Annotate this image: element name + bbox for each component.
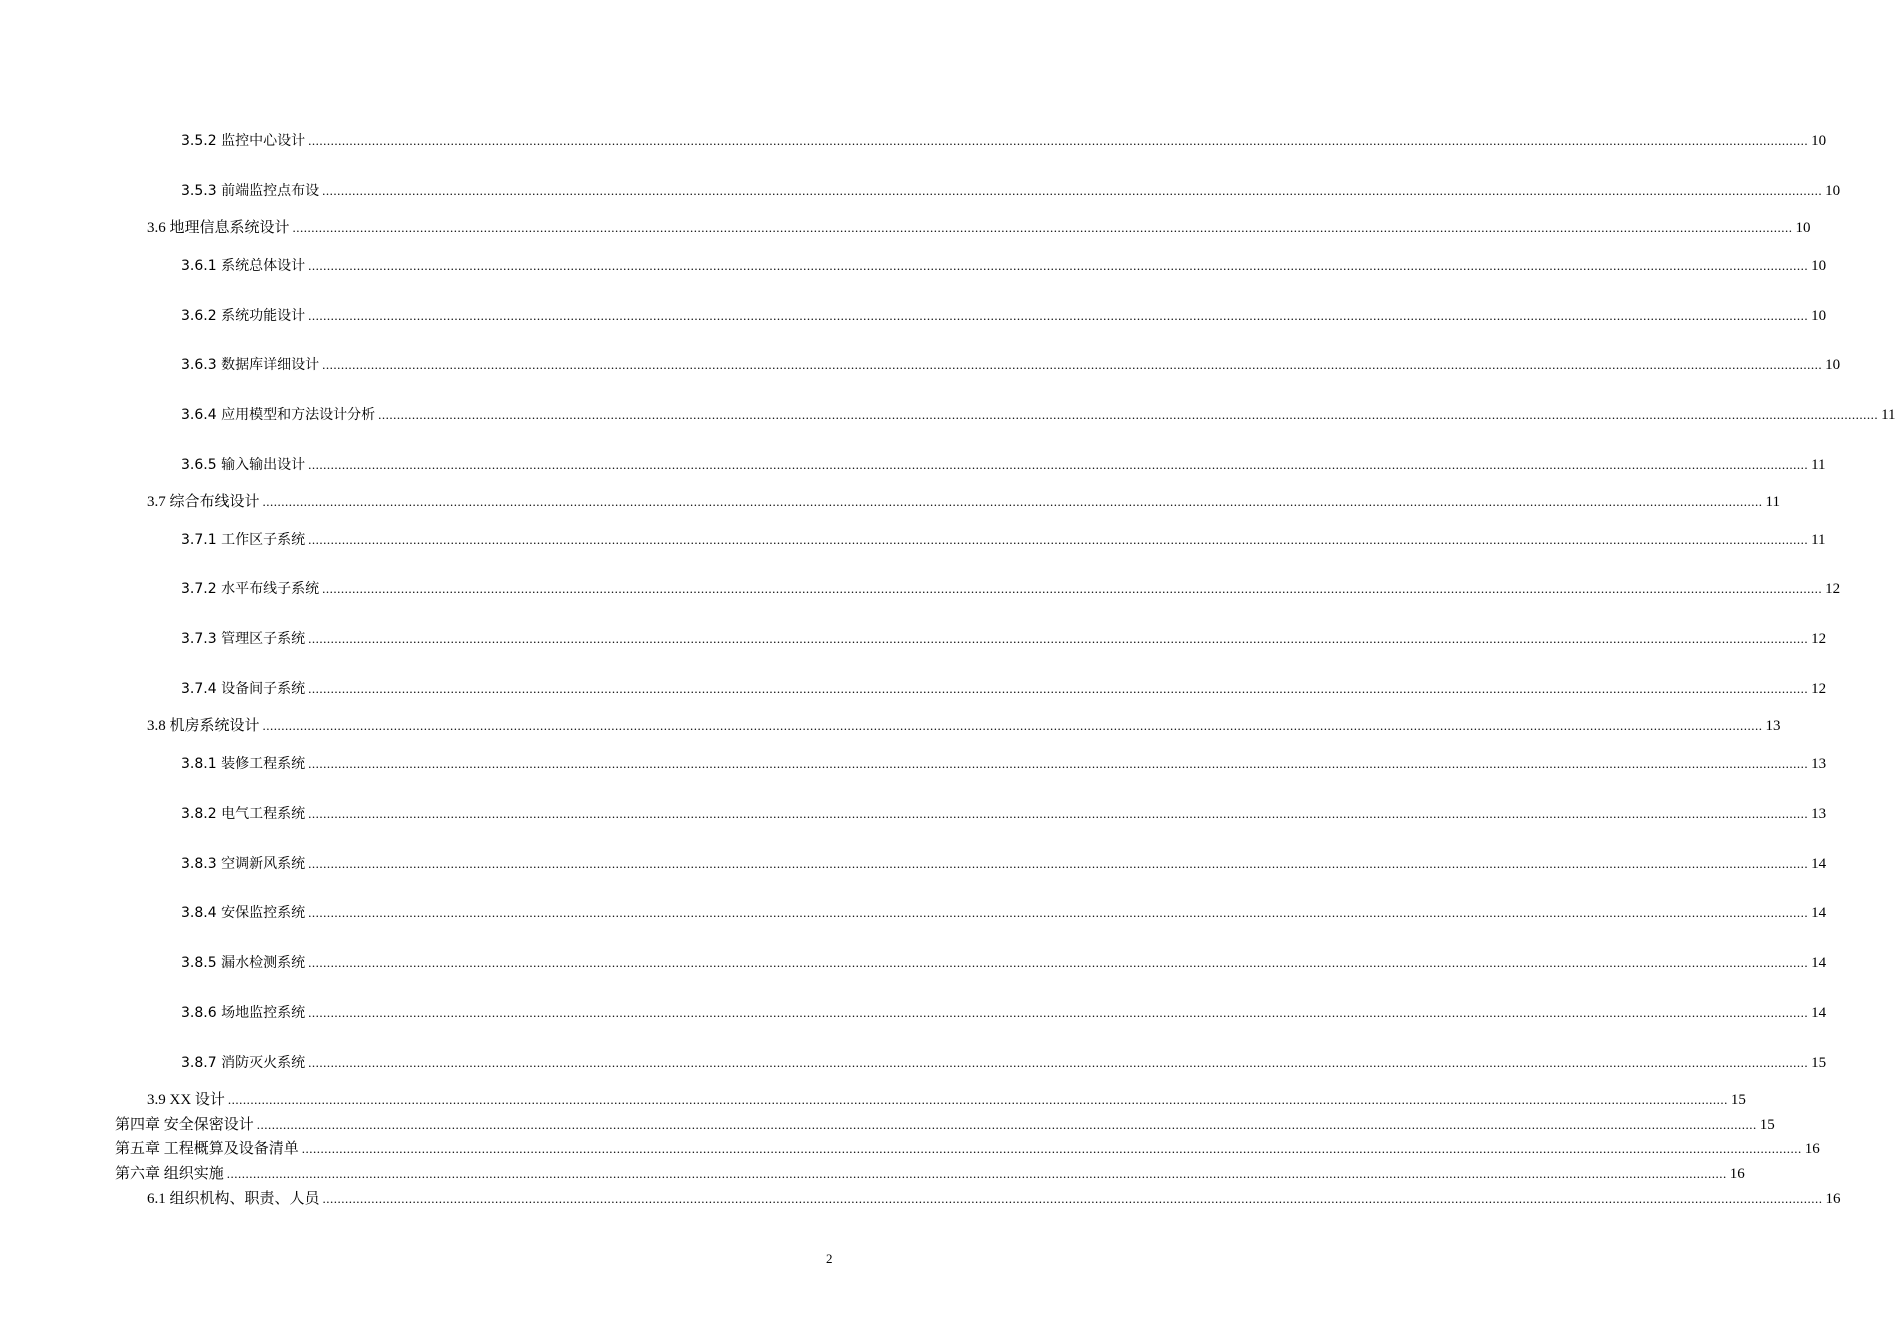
- toc-entry[interactable]: [147, 1090, 1746, 1110]
- toc-entry-label: 3.5.3 前端监控点布设: [181, 183, 320, 199]
- toc-entry-page: 16: [1804, 1141, 1820, 1157]
- toc-dot-leader: ................................................................................................................................................................................................................................................................................................................................................................................................................: [308, 905, 1809, 920]
- toc-dot-leader: ................................................................................................................................................................................................................................................................................................................................................................................................................: [308, 1005, 1809, 1020]
- toc-entry-label: 3.6.4 应用模型和方法设计分析: [181, 407, 376, 423]
- toc-entry-label: 3.8.3 空调新风系统: [181, 856, 306, 872]
- toc-dot-leader: ................................................................................................................................................................................................................................................................................................................................................................................................................: [256, 1117, 1757, 1132]
- toc-entry[interactable]: [115, 1115, 1775, 1135]
- toc-entry-page: 14: [1811, 905, 1827, 921]
- toc-entry-page: 10: [1825, 357, 1841, 373]
- toc-entry-label: 3.6.2 系统功能设计: [181, 308, 306, 324]
- toc-entry-page: 15: [1811, 1055, 1827, 1071]
- toc-entry-page: 10: [1795, 220, 1811, 236]
- toc-entry-label: 6.1 组织机构、职责、人员: [147, 1191, 320, 1207]
- toc-entry[interactable]: [181, 306, 1827, 326]
- toc-entry[interactable]: [181, 355, 1841, 375]
- toc-entry[interactable]: [181, 903, 1827, 923]
- page-number: 2: [826, 1251, 833, 1266]
- toc-entry[interactable]: [181, 679, 1827, 699]
- toc-entry[interactable]: [181, 455, 1826, 475]
- toc-dot-leader: ................................................................................................................................................................................................................................................................................................................................................................................................................: [308, 955, 1809, 970]
- toc-entry-page: 13: [1765, 718, 1781, 734]
- toc-entry[interactable]: [147, 1189, 1841, 1209]
- toc-entry-label: 3.8.1 装修工程系统: [181, 756, 306, 772]
- toc-entry[interactable]: [181, 256, 1827, 276]
- toc-dot-leader: ................................................................................................................................................................................................................................................................................................................................................................................................................: [262, 494, 1763, 509]
- toc-entry-label: 3.8 机房系统设计: [147, 718, 260, 734]
- toc-entry-page: 14: [1811, 955, 1827, 971]
- toc-entry-label: 3.8.2 电气工程系统: [181, 806, 306, 822]
- toc-entry-label: 3.8.5 漏水检测系统: [181, 955, 306, 971]
- toc-entry-page: 13: [1811, 806, 1827, 822]
- toc-entry-label: 3.7.1 工作区子系统: [181, 532, 306, 548]
- toc-entry-page: 16: [1729, 1166, 1745, 1182]
- toc-entry-label: 3.5.2 监控中心设计: [181, 133, 306, 149]
- toc-entry-label: 3.6.1 系统总体设计: [181, 258, 306, 274]
- toc-entry[interactable]: [181, 953, 1827, 973]
- toc-entry-page: 15: [1759, 1117, 1775, 1133]
- toc-dot-leader: ................................................................................................................................................................................................................................................................................................................................................................................................................: [378, 407, 1879, 422]
- toc-dot-leader: ................................................................................................................................................................................................................................................................................................................................................................................................................: [308, 258, 1809, 273]
- toc-entry-label: 3.8.4 安保监控系统: [181, 905, 306, 921]
- toc-dot-leader: ................................................................................................................................................................................................................................................................................................................................................................................................................: [308, 1055, 1809, 1070]
- toc-entry-page: 14: [1811, 856, 1827, 872]
- toc-dot-leader: ................................................................................................................................................................................................................................................................................................................................................................................................................: [308, 681, 1809, 696]
- toc-entry-page: 15: [1730, 1092, 1746, 1108]
- toc-entry-page: 11: [1881, 407, 1896, 423]
- toc-entry[interactable]: [181, 629, 1827, 649]
- toc-entry[interactable]: [181, 579, 1841, 599]
- toc-dot-leader: ................................................................................................................................................................................................................................................................................................................................................................................................................: [308, 457, 1809, 472]
- toc-entry[interactable]: [181, 181, 1841, 201]
- toc-entry-page: 10: [1825, 183, 1841, 199]
- toc-entry-label: 3.7 综合布线设计: [147, 494, 260, 510]
- toc-entry[interactable]: [181, 1053, 1827, 1073]
- toc-entry-page: 12: [1811, 631, 1827, 647]
- toc-entry[interactable]: [181, 530, 1826, 550]
- toc-entry-label: 3.7.4 设备间子系统: [181, 681, 306, 697]
- toc-dot-leader: ................................................................................................................................................................................................................................................................................................................................................................................................................: [308, 806, 1809, 821]
- toc-entry-page: 11: [1811, 532, 1826, 548]
- toc-entry-page: 12: [1811, 681, 1827, 697]
- toc-entry-page: 11: [1765, 494, 1780, 510]
- toc-entry[interactable]: [181, 804, 1827, 824]
- toc-entry[interactable]: [181, 754, 1827, 774]
- toc-entry[interactable]: [181, 131, 1827, 151]
- toc-dot-leader: ................................................................................................................................................................................................................................................................................................................................................................................................................: [308, 856, 1809, 871]
- toc-entry-label: 3.7.2 水平布线子系统: [181, 581, 320, 597]
- toc-entry-label: 第五章 工程概算及设备清单: [115, 1141, 299, 1157]
- toc-entry-label: 3.6.5 输入输出设计: [181, 457, 306, 473]
- toc-dot-leader: ................................................................................................................................................................................................................................................................................................................................................................................................................: [308, 756, 1809, 771]
- toc-entry-label: 3.8.7 消防灭火系统: [181, 1055, 306, 1071]
- toc-dot-leader: ................................................................................................................................................................................................................................................................................................................................................................................................................: [322, 581, 1823, 596]
- toc-entry[interactable]: [115, 1139, 1820, 1159]
- toc-entry-label: 第四章 安全保密设计: [115, 1117, 254, 1133]
- toc-dot-leader: ................................................................................................................................................................................................................................................................................................................................................................................................................: [308, 308, 1809, 323]
- toc-entry[interactable]: [147, 492, 1780, 512]
- toc-entry-label: 第六章 组织实施: [115, 1166, 224, 1182]
- toc-entry-page: 10: [1811, 308, 1827, 324]
- toc-entry[interactable]: [181, 1003, 1827, 1023]
- toc-entry-page: 14: [1811, 1005, 1827, 1021]
- toc-entry-page: 11: [1811, 457, 1826, 473]
- toc-entry-label: 3.6.3 数据库详细设计: [181, 357, 320, 373]
- toc-entry[interactable]: [181, 405, 1896, 425]
- toc-entry[interactable]: [147, 218, 1811, 238]
- toc-entry[interactable]: [181, 854, 1827, 874]
- toc-entry-page: 12: [1825, 581, 1841, 597]
- toc-dot-leader: ................................................................................................................................................................................................................................................................................................................................................................................................................: [308, 133, 1809, 148]
- toc-entry[interactable]: [147, 716, 1781, 736]
- toc-entry-page: 13: [1811, 756, 1827, 772]
- toc-dot-leader: ................................................................................................................................................................................................................................................................................................................................................................................................................: [292, 220, 1793, 235]
- toc-entry-label: 3.7.3 管理区子系统: [181, 631, 306, 647]
- toc-entry-label: 3.6 地理信息系统设计: [147, 220, 290, 236]
- toc-dot-leader: ................................................................................................................................................................................................................................................................................................................................................................................................................: [226, 1166, 1727, 1181]
- toc-dot-leader: ................................................................................................................................................................................................................................................................................................................................................................................................................: [308, 631, 1809, 646]
- toc-entry[interactable]: [115, 1164, 1745, 1184]
- toc-dot-leader: ................................................................................................................................................................................................................................................................................................................................................................................................................: [301, 1141, 1802, 1156]
- toc-dot-leader: ................................................................................................................................................................................................................................................................................................................................................................................................................: [227, 1092, 1728, 1107]
- toc-entry-page: 10: [1811, 133, 1827, 149]
- toc-entry-label: 3.8.6 场地监控系统: [181, 1005, 306, 1021]
- toc-dot-leader: ................................................................................................................................................................................................................................................................................................................................................................................................................: [322, 183, 1823, 198]
- toc-dot-leader: ................................................................................................................................................................................................................................................................................................................................................................................................................: [262, 718, 1763, 733]
- toc-dot-leader: ................................................................................................................................................................................................................................................................................................................................................................................................................: [322, 1191, 1823, 1206]
- toc-entry-page: 10: [1811, 258, 1827, 274]
- toc-entry-page: 16: [1825, 1191, 1841, 1207]
- toc-entry-label: 3.9 XX 设计: [147, 1092, 225, 1108]
- toc-dot-leader: ................................................................................................................................................................................................................................................................................................................................................................................................................: [322, 357, 1823, 372]
- toc-dot-leader: ................................................................................................................................................................................................................................................................................................................................................................................................................: [308, 532, 1809, 547]
